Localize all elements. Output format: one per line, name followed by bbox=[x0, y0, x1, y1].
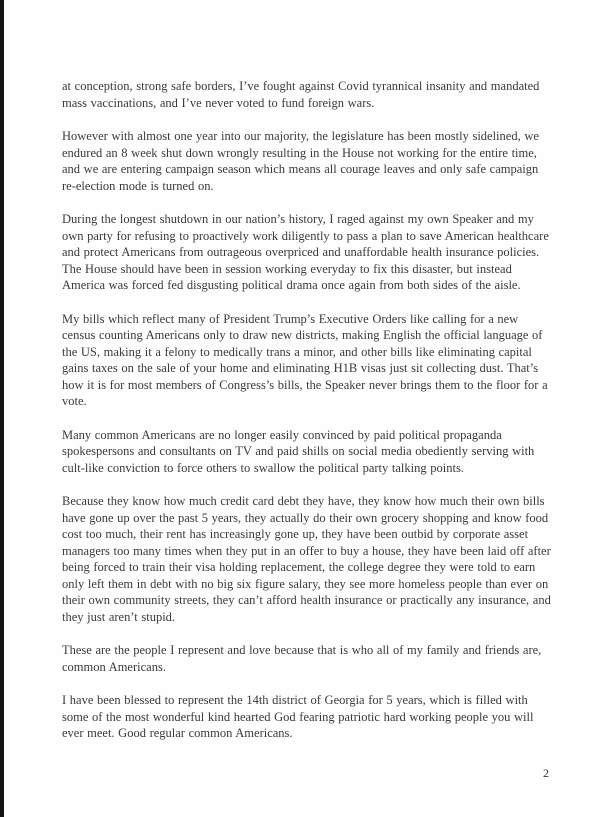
paragraph: During the longest shutdown in our nation’s history, I raged against my own Speaker and my own party for refusing to proactively work diligently to pass a plan to save American healthcare and protect Americans from outrageous overpriced and unaffordable health insurance policies. The House should have been in session working everyday to fix this disaster, but instead America was forced fed disgusting political drama once again from both sides of the aisle. bbox=[62, 212, 549, 292]
paragraph: My bills which reflect many of President Trump’s Executive Orders like calling for a new census counting Americans only to draw new districts, making English the official language of the US, making it a felony to medically trans a minor, and other bills like eliminating capital gains taxes on the sale of your home and eliminating H1B visas just sit collecting dust. That’s how it is for most members of Congress’s bills, the Speaker never brings them to the floor for a vote. bbox=[62, 311, 548, 408]
scan-left-edge bbox=[0, 0, 4, 817]
paragraph: I have been blessed to represent the 14th district of Georgia for 5 years, which is filled with some of the most wonderful kind hearted God fearing patriotic hard working people you will ever meet. Good regular common Americans. bbox=[62, 693, 534, 740]
paragraph: Many common Americans are no longer easily convinced by paid political propaganda spokespersons and consultants on TV and paid shills on social media obediently serving with cult-like conviction to force others to swallow the political party talking points. bbox=[62, 427, 535, 475]
paragraph: However with almost one year into our majority, the legislature has been mostly sidelined, we endured an 8 week shut down wrongly resulting in the House not working for the entire time, and we are entering campaign season which means all courage leaves and only safe campaign re-election mode is turned on. bbox=[62, 129, 539, 193]
document-body bbox=[62, 78, 554, 759]
paragraph: These are the people I represent and love because that is who all of my family and friends are, common Americans. bbox=[62, 643, 542, 674]
paragraph: Because they know how much credit card debt they have, they know how much their own bills have gone up over the past 5 years, they actually do their own grocery shopping and know food cost too much, their rent has increasingly gone up, they have been outbid by corporate asset managers too many times when they put in an offer to buy a house, they have been laid off after being forced to train their visa holding replacement, the college degree they were told to earn only left them in debt with no big six figure salary, they see more homeless people than ever on their own community streets, they can’t afford health insurance or practically any insurance, and they just aren’t stupid. bbox=[62, 494, 551, 624]
paragraph: at conception, strong safe borders, I’ve fought against Covid tyrannical insanity and mandated mass vaccinations, and I’ve never voted to fund foreign wars. bbox=[62, 79, 540, 110]
page-number: 2 bbox=[543, 766, 549, 780]
document-page bbox=[4, 0, 613, 817]
